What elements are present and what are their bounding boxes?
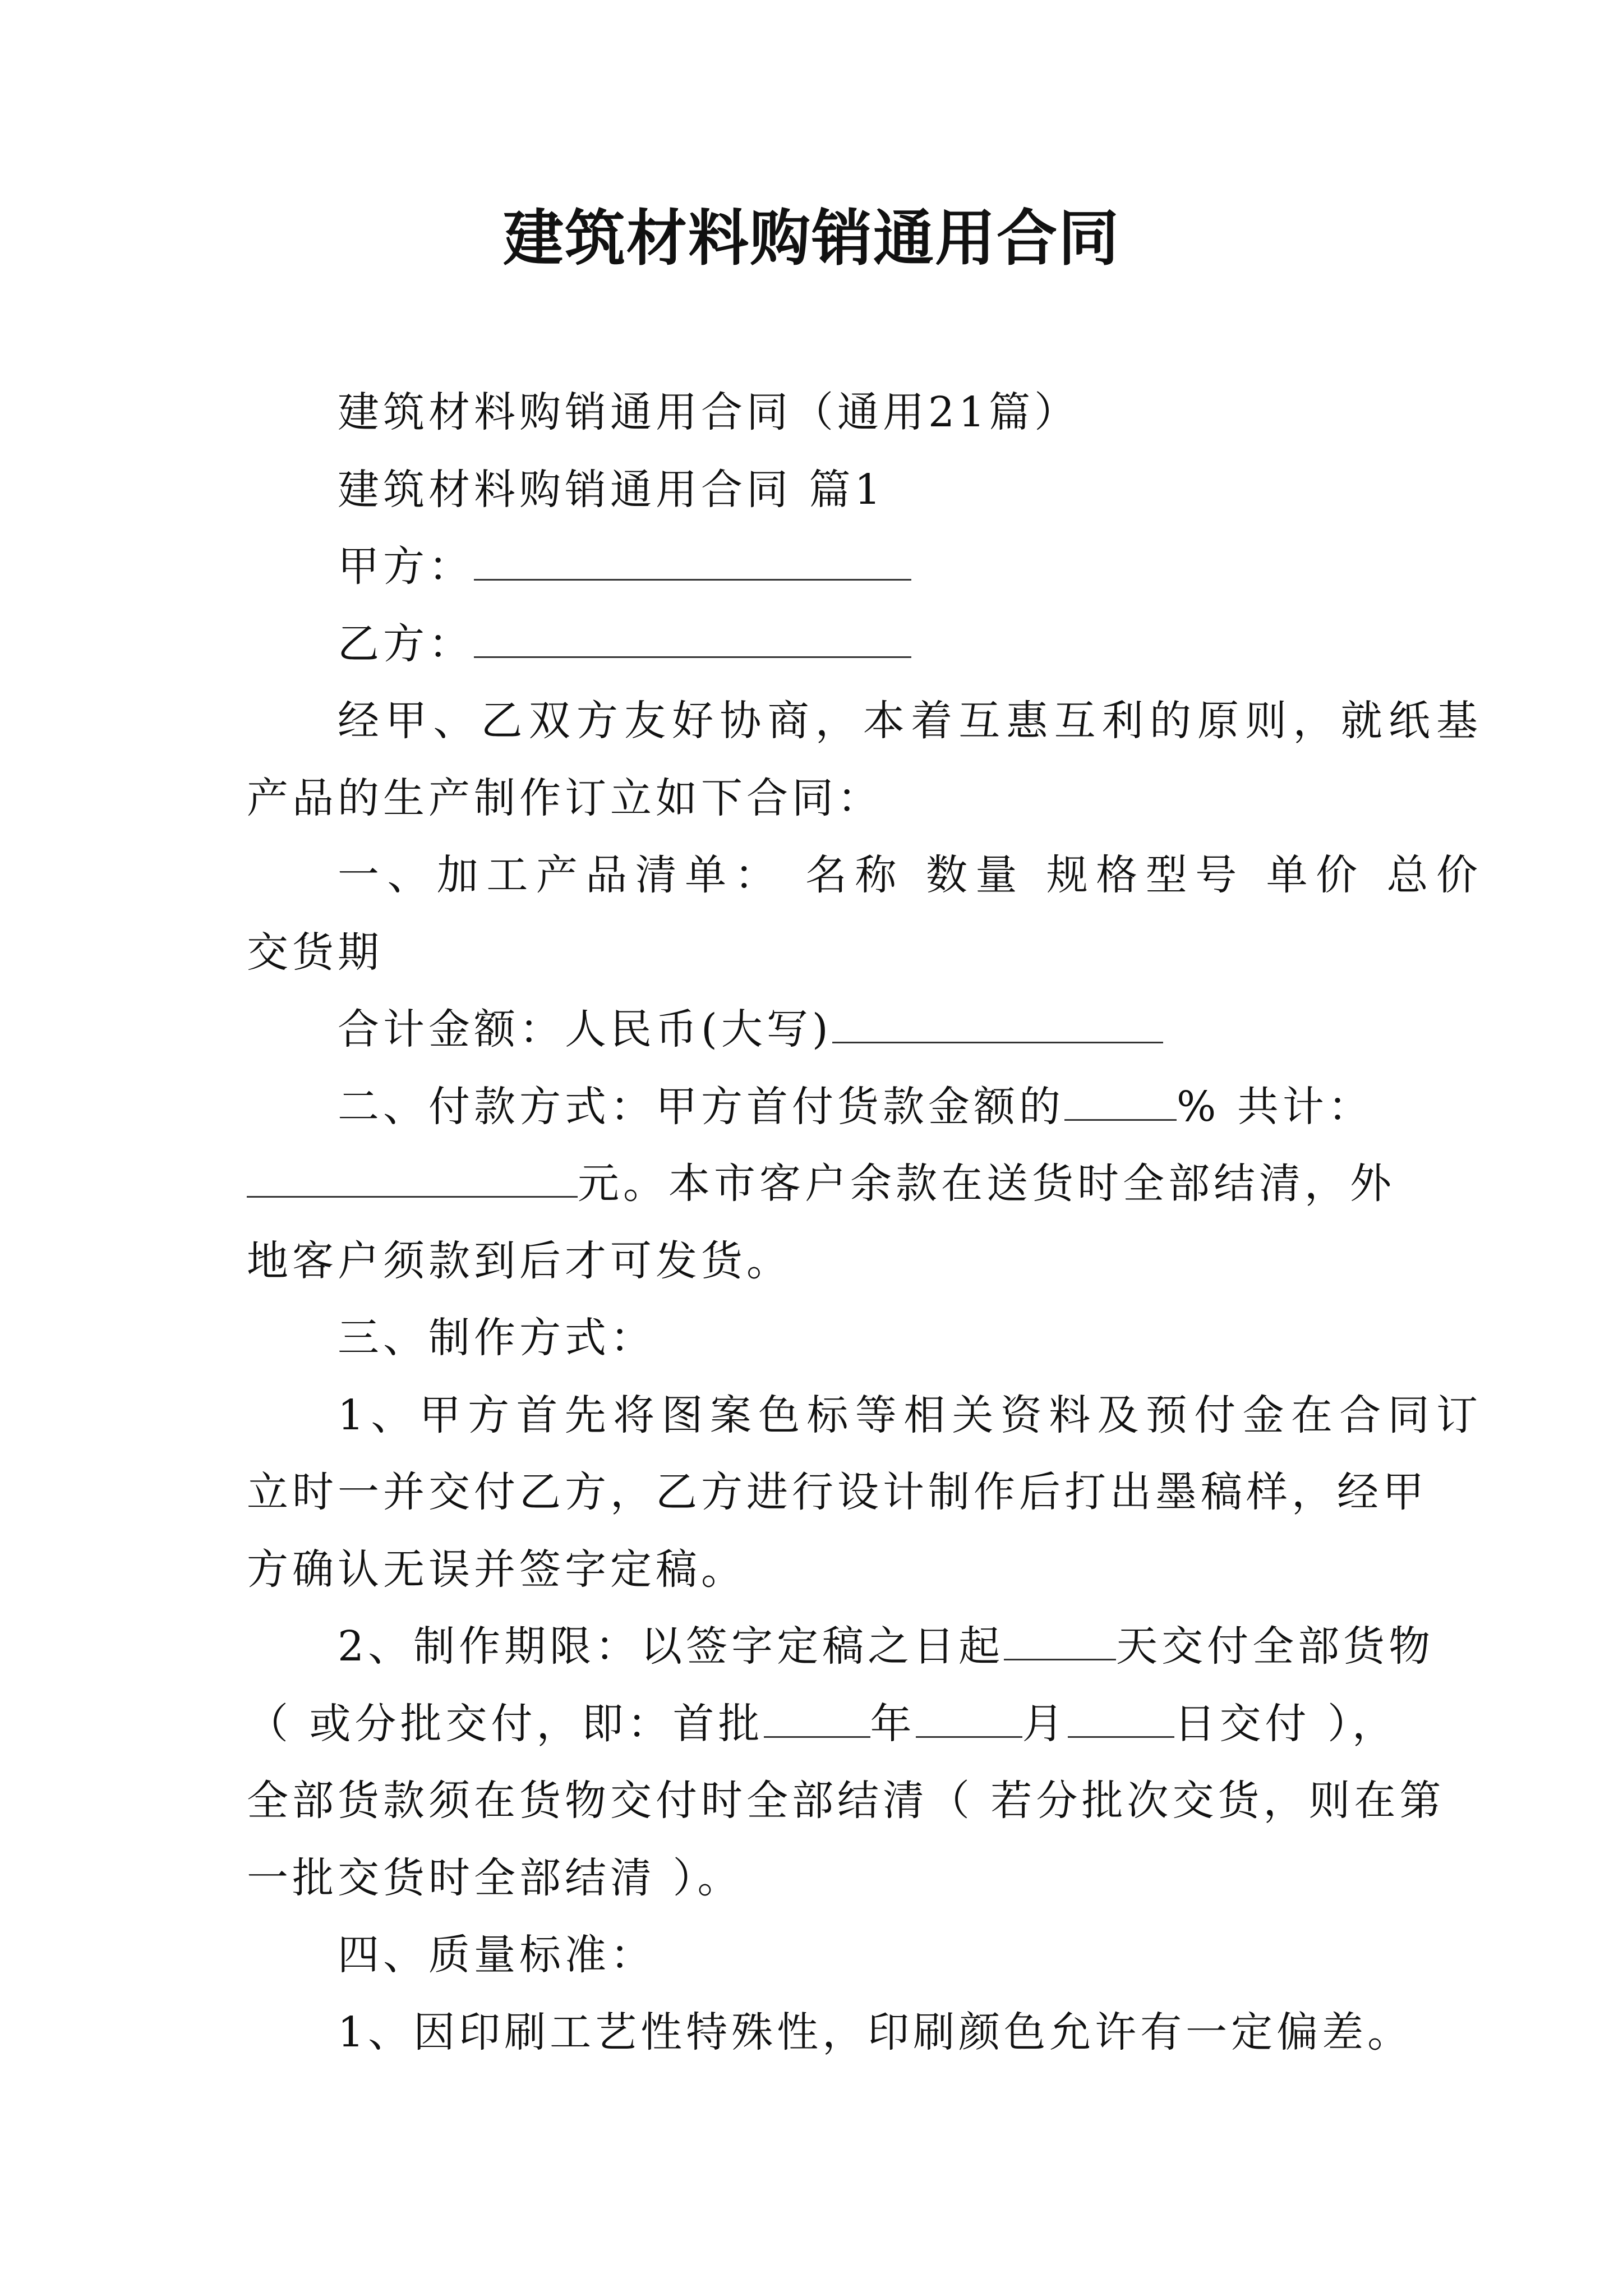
payment-amount-line: [247, 1156, 1395, 1212]
paragraph-line: 一批交货时全部结清 ）。: [247, 1854, 743, 1902]
payment-line: [247, 1079, 1482, 1135]
paragraph-line: 产品的生产制作订立如下合同：: [247, 774, 883, 822]
deadline-text: 天交付全部货物: [1116, 1622, 1435, 1671]
batch-delivery-line: [247, 1696, 1398, 1752]
payment-amount-blank: [247, 1159, 578, 1198]
paragraph-line: 1、甲方首先将图案色标等相关资料及预付金在合同订: [338, 1391, 1482, 1439]
paragraph-line: 全部货款须在货物交付时全部结清（ 若分批次交货，则在第: [247, 1777, 1445, 1825]
year-label: 年: [870, 1700, 916, 1748]
day-label: 日交付 ），: [1174, 1700, 1398, 1748]
paragraph-line: 1、因印刷工艺性特殊性，印刷颜色允许有一定偏差。: [338, 2008, 1413, 2056]
party-a-line: [247, 539, 1482, 595]
party-b-label: 乙方：: [338, 620, 474, 668]
subtitle-line: 建筑材料购销通用合同（通用21篇）: [338, 388, 1080, 436]
product-list-line: 一、加工产品清单： 名称 数量 规格型号 单价 总价: [338, 851, 1482, 899]
deadline-label: 2、制作期限：以签字定稿之日起: [338, 1622, 1004, 1671]
total-amount-label: 合计金额：人民币(大写): [338, 1005, 832, 1053]
payment-amount-text: 元。本市客户余款在送货时全部结清，外: [578, 1159, 1395, 1208]
batch-month-blank: [916, 1699, 1022, 1738]
party-a-label: 甲方：: [338, 542, 474, 591]
section-heading: 三、制作方式：: [338, 1314, 656, 1362]
party-b-line: [247, 616, 1482, 672]
party-a-blank: [474, 542, 911, 581]
paragraph-line: 立时一并交付乙方，乙方进行设计制作后打出墨稿样，经甲: [247, 1468, 1428, 1516]
batch-day-blank: [1068, 1699, 1174, 1738]
section-heading: 四、质量标准：: [338, 1931, 656, 1979]
party-b-blank: [474, 619, 911, 658]
paragraph-line: 交货期: [247, 928, 383, 977]
payment-total-label: % 共计：: [1177, 1083, 1373, 1131]
batch-year-blank: [764, 1699, 870, 1738]
month-label: 月: [1022, 1700, 1068, 1748]
batch-label: （ 或分批交付，即：首批: [247, 1700, 764, 1748]
total-amount-blank: [832, 1005, 1163, 1043]
paragraph-line: 经甲、乙双方友好协商，本着互惠互利的原则，就纸基: [338, 697, 1482, 745]
paragraph-line: 地客户须款到后才可发货。: [247, 1237, 792, 1285]
payment-label: 二、付款方式：甲方首付货款金额的: [338, 1083, 1064, 1131]
paragraph-line: 方确认无误并签字定稿。: [247, 1545, 746, 1594]
payment-percent-blank: [1064, 1082, 1177, 1121]
total-amount-line: [247, 1001, 1482, 1057]
section-heading: 建筑材料购销通用合同 篇1: [338, 466, 885, 514]
deadline-days-blank: [1004, 1622, 1116, 1660]
production-deadline-line: [247, 1618, 1482, 1674]
document-title: 建筑材料购销通用合同: [502, 203, 1120, 274]
